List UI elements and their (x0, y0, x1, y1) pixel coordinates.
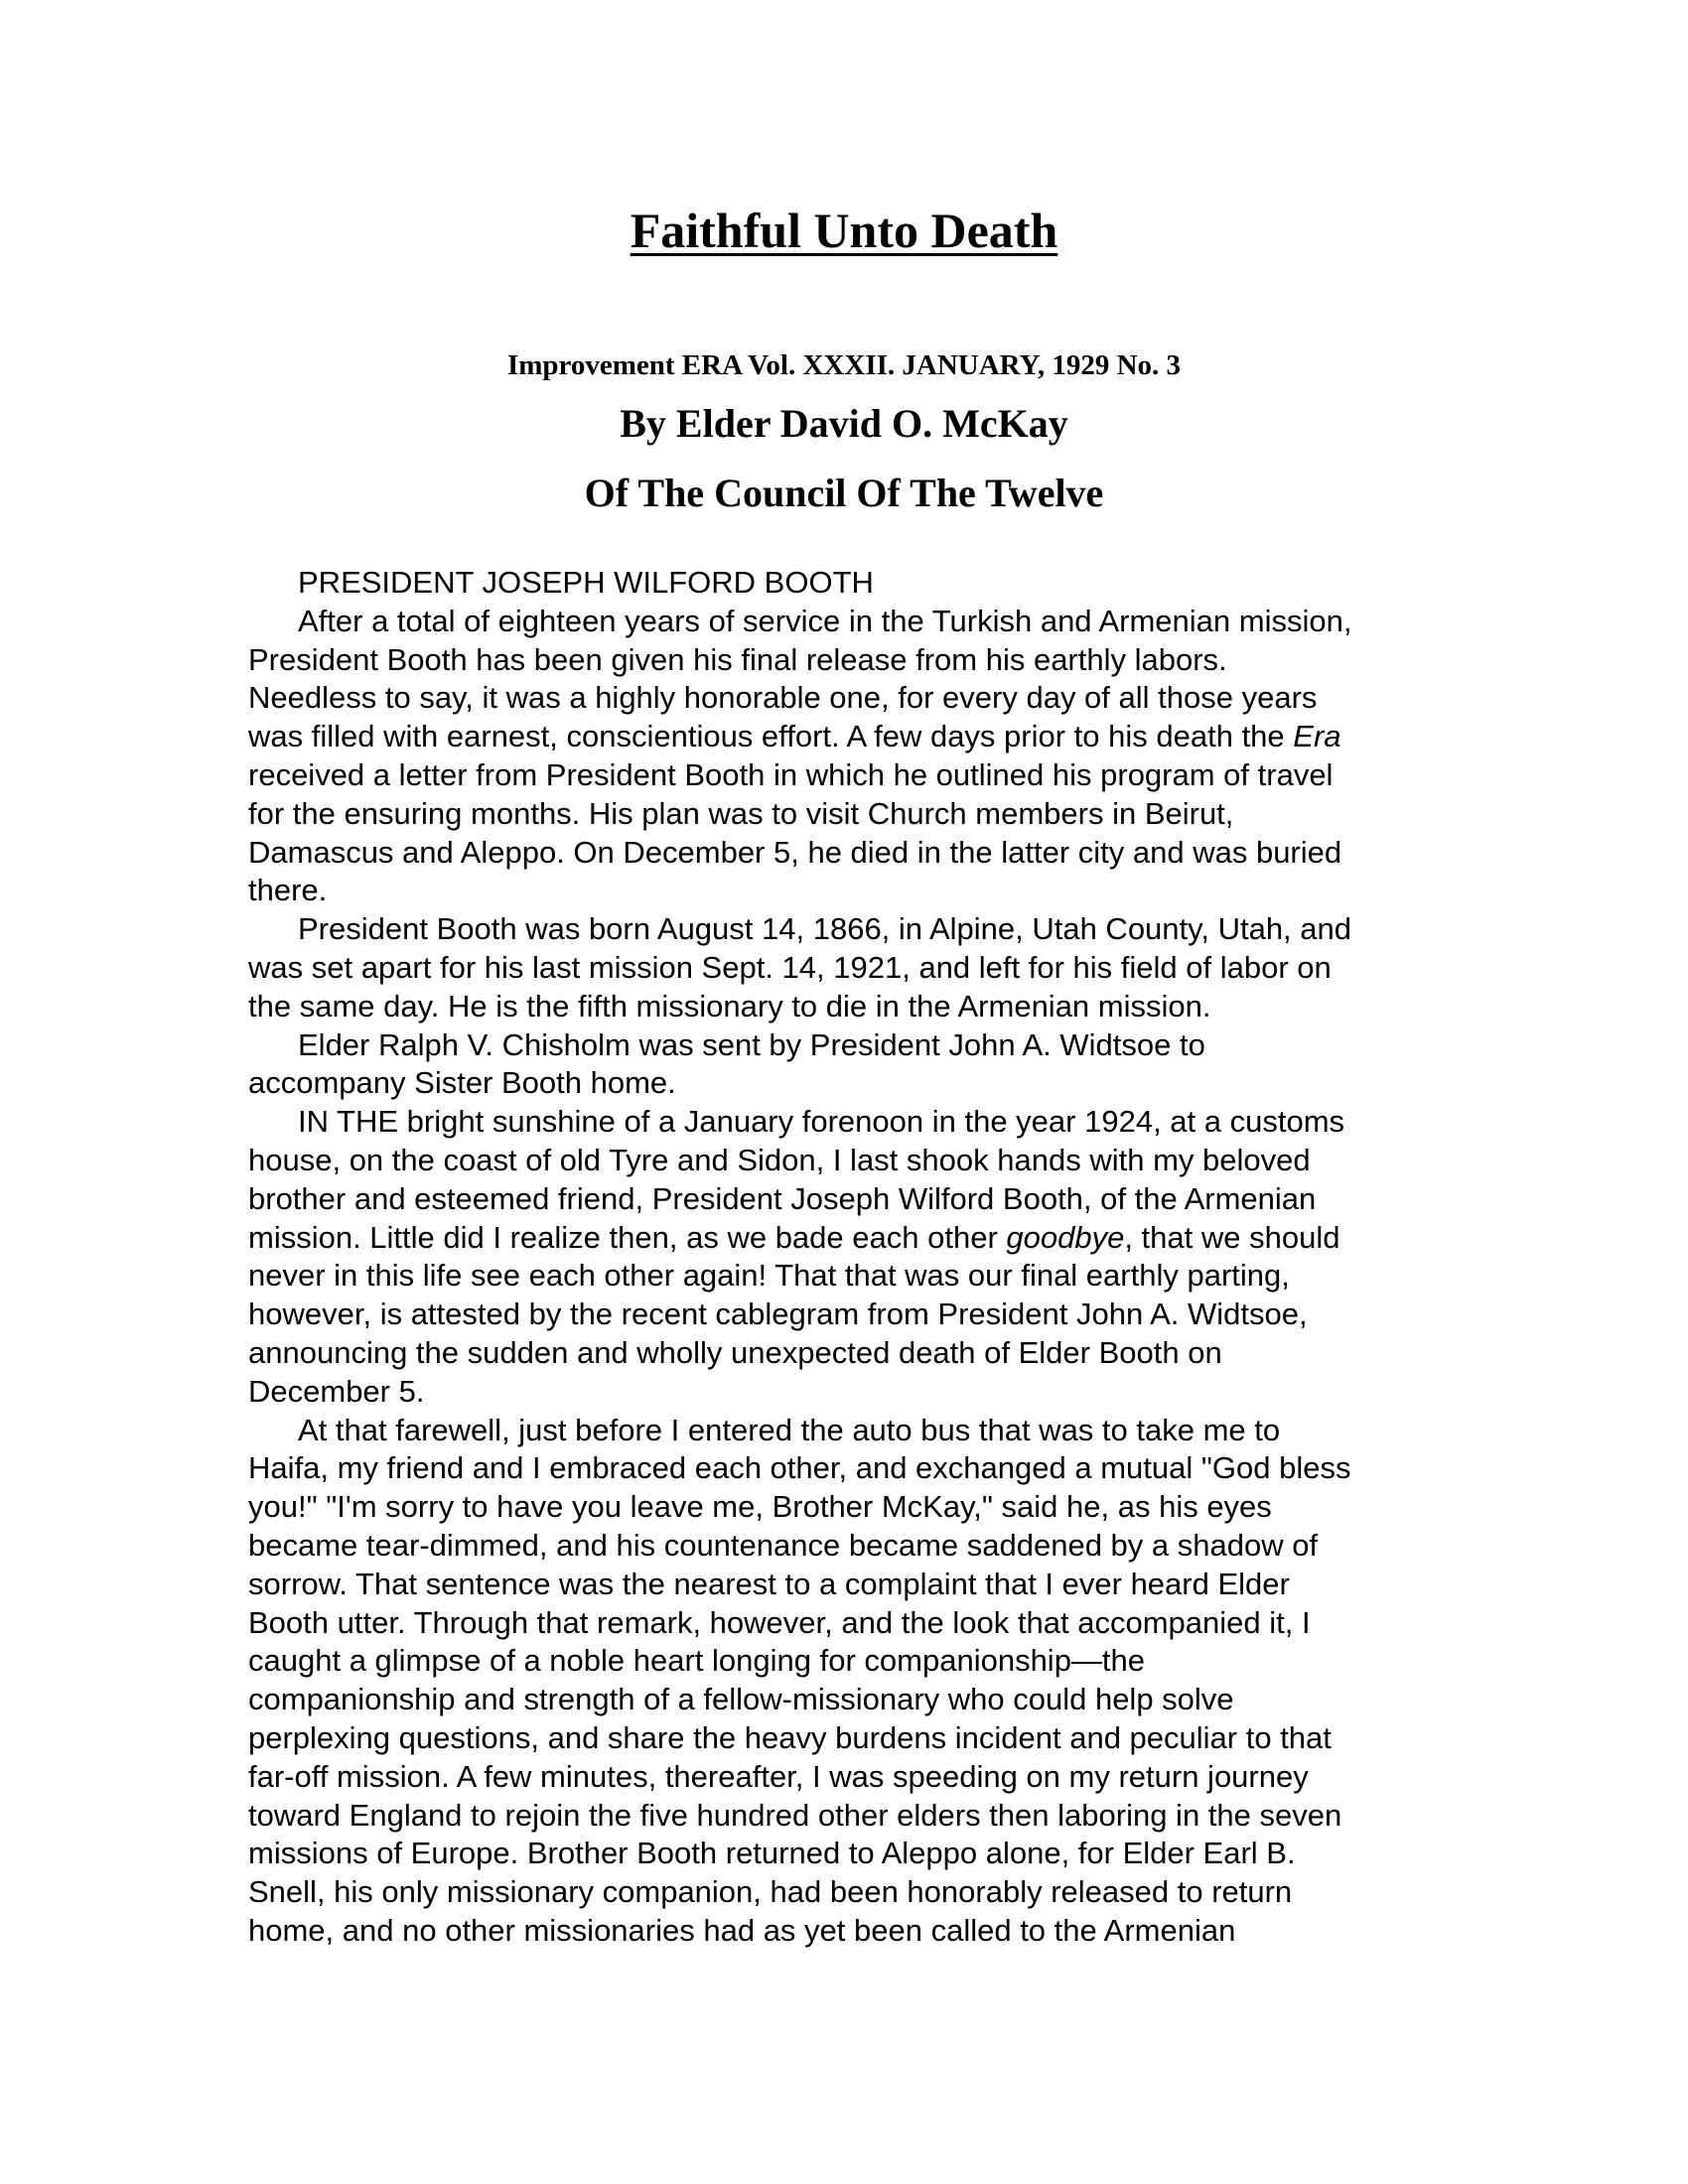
text-line: IN THE bright sunshine of a January forenoon in the year 1924, at a customs (298, 1104, 1345, 1140)
text-line: At that farewell, just before I entered the auto bus that was to take me to (298, 1412, 1281, 1447)
text-line: President Booth was born August 14, 1866, in Alpine, Utah County, Utah, and (298, 911, 1352, 947)
text-line: Elder Ralph V. Chisholm was sent by President John A. Widtsoe to (298, 1026, 1205, 1062)
text-line: brother and esteemed friend, President Joseph Wilford Booth, of the Armenian (248, 1180, 1317, 1216)
text-span: was filled with earnest, conscientious effort. A few days prior to his death the (248, 719, 1294, 754)
publication-source: Improvement ERA Vol. XXXII. JANUARY, 1929 No. 3 (506, 349, 1182, 381)
text-line: was set apart for his last mission Sept. 14, 1921, and left for his field of labor on (248, 949, 1332, 985)
text-line: received a letter from President Booth in which he outlined his program of travel (248, 756, 1334, 792)
italic-word: goodbye (1006, 1219, 1125, 1255)
text-span: mission. Little did I realize then, as we bade each other (248, 1219, 1007, 1255)
author-affiliation: Of The Council Of The Twelve (584, 471, 1104, 515)
text-line (248, 718, 1440, 756)
text-line: never in this life see each other again! That that was our final earthly parting, (248, 1258, 1290, 1294)
text-line: Needless to say, it was a highly honorable one, for every day of all those years (248, 680, 1318, 716)
article-body (248, 564, 1440, 1951)
text-line: the same day. He is the fifth missionary to die in the Armenian mission. (248, 988, 1211, 1024)
section-heading: PRESIDENT JOSEPH WILFORD BOOTH (298, 565, 874, 600)
italic-publication-name: Era (1293, 719, 1341, 754)
text-line (248, 1219, 1440, 1258)
text-line: there. (248, 873, 328, 908)
text-line: Snell, his only missionary companion, had been honorably released to return (248, 1874, 1293, 1910)
author-byline: By Elder David O. McKay (620, 401, 1068, 446)
text-line: far-off mission. A few minutes, thereafter, I was speeding on my return journey (248, 1758, 1309, 1794)
text-line: toward England to rejoin the five hundred other elders then laboring in the seven (248, 1797, 1342, 1833)
text-line: you!" "I'm sorry to have you leave me, Brother McKay," said he, as his eyes (248, 1489, 1272, 1525)
text-line: perplexing questions, and share the heavy burdens incident and peculiar to that (248, 1719, 1332, 1755)
document-title: Faithful Unto Death (630, 203, 1058, 258)
text-line: Booth utter. Through that remark, however, and the look that accompanied it, I (248, 1604, 1311, 1640)
text-line: house, on the coast of old Tyre and Sidon, I last shook hands with my beloved (248, 1142, 1311, 1177)
text-line: sorrow. That sentence was the nearest to a complaint that I ever heard Elder (248, 1566, 1290, 1601)
text-line: companionship and strength of a fellow-missionary who could help solve (248, 1682, 1234, 1717)
text-line: Haifa, my friend and I embraced each other, and exchanged a mutual "God bless (248, 1450, 1351, 1486)
text-line: became tear-dimmed, and his countenance became saddened by a shadow of (248, 1527, 1319, 1563)
text-line: After a total of eighteen years of service in the Turkish and Armenian mission, (298, 603, 1352, 638)
text-line: home, and no other missionaries had as yet been called to the Armenian (248, 1912, 1236, 1948)
text-line: accompany Sister Booth home. (248, 1065, 676, 1101)
text-line: announcing the sudden and wholly unexpected death of Elder Booth on (248, 1334, 1222, 1370)
text-line: President Booth has been given his final release from his earthly labors. (248, 641, 1227, 677)
text-line: December 5. (248, 1373, 425, 1409)
text-span: , that we should (1124, 1219, 1340, 1255)
text-line: caught a glimpse of a noble heart longing for companionship—the (248, 1643, 1146, 1679)
text-line: however, is attested by the recent cablegram from President John A. Widtsoe, (248, 1297, 1308, 1332)
text-line: Damascus and Aleppo. On December 5, he died in the latter city and was buried (248, 834, 1342, 870)
text-line: missions of Europe. Brother Booth returned to Aleppo alone, for Elder Earl B. (248, 1836, 1296, 1871)
text-line: for the ensuring months. His plan was to visit Church members in Beirut, (248, 795, 1234, 831)
